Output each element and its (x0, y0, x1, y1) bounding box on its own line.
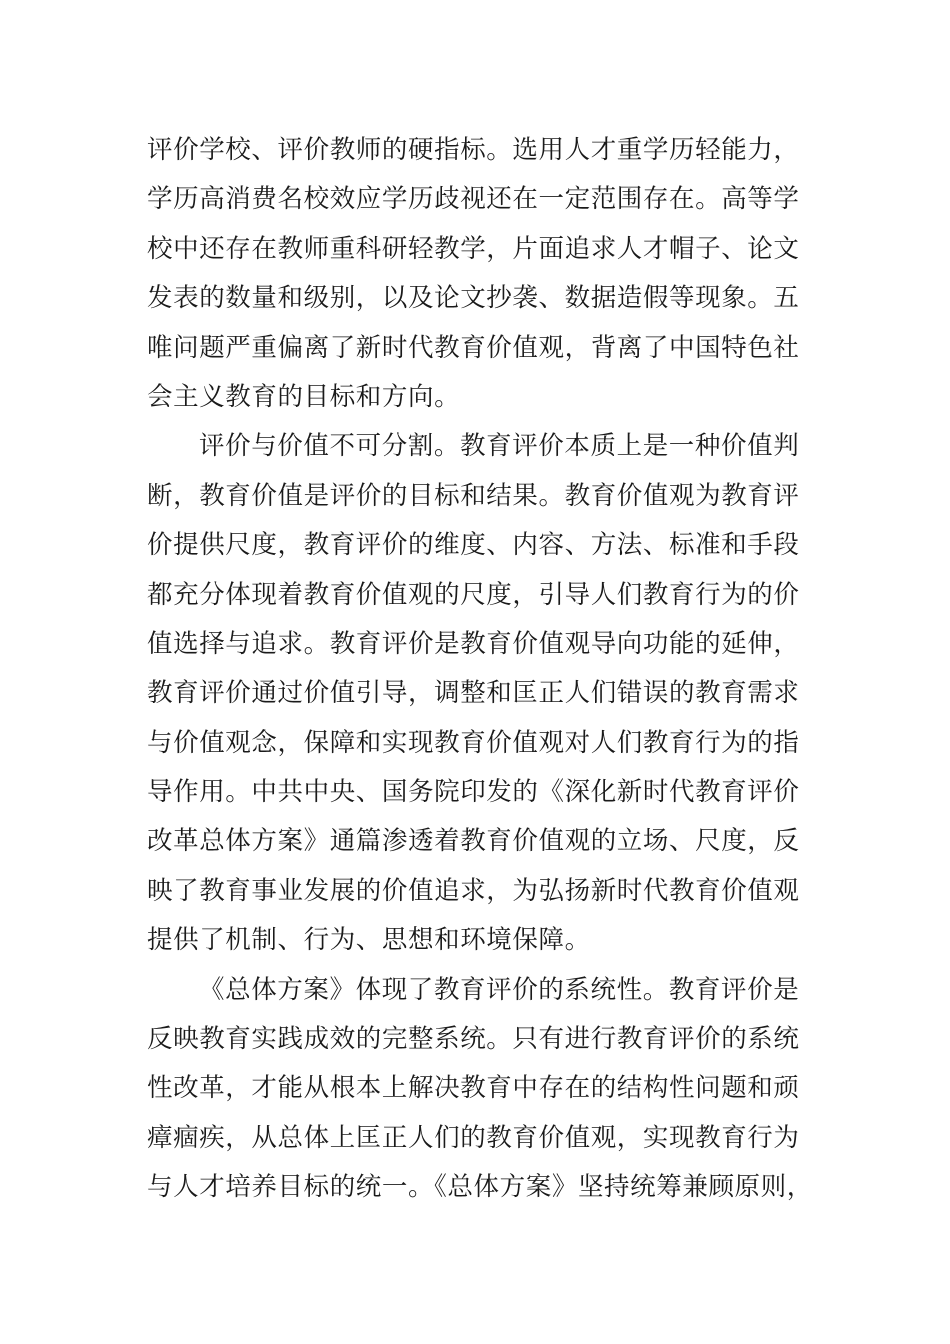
text-line: 都充分体现着教育价值观的尺度，引导人们教育行为的价 (147, 579, 800, 610)
text-line: 反映教育实践成效的完整系统。只有进行教育评价的系统 (147, 1024, 800, 1055)
text-line: 学历高消费名校效应学历歧视还在一定范围存在。高等学 (147, 184, 800, 215)
text-line: 映了教育事业发展的价值追求，为弘扬新时代教育价值观 (147, 875, 800, 906)
text-line: 提供了机制、行为、思想和环境保障。 (147, 925, 591, 956)
document-body (147, 126, 813, 1213)
text-line: 评价学校、评价教师的硬指标。选用人才重学历轻能力， (147, 135, 800, 165)
paragraph-first-line: 评价与价值不可分割。教育评价本质上是一种价值判 (199, 431, 800, 462)
text-line: 校中还存在教师重科研轻教学，片面追求人才帽子、论文 (147, 233, 800, 264)
text-line: 瘴痼疾，从总体上匡正人们的教育价值观，实现教育行为 (147, 1122, 800, 1153)
text-line: 断，教育价值是评价的目标和结果。教育价值观为教育评 (147, 480, 800, 511)
text-line: 改革总体方案》通篇渗透着教育价值观的立场、尺度，反 (147, 826, 800, 857)
text-line: 与人才培养目标的统一。《总体方案》坚持统筹兼顾原则， (147, 1172, 813, 1203)
text-line: 唯问题严重偏离了新时代教育价值观，背离了中国特色社 (147, 332, 800, 363)
paragraph-first-line: 《总体方案》体现了教育评价的系统性。教育评价是 (199, 974, 800, 1005)
text-line: 性改革，才能从根本上解决教育中存在的结构性问题和顽 (147, 1073, 800, 1104)
text-line: 与价值观念，保障和实现教育价值观对人们教育行为的指 (147, 727, 800, 758)
text-line: 发表的数量和级别，以及论文抄袭、数据造假等现象。五 (147, 283, 800, 314)
text-line: 值选择与追求。教育评价是教育价值观导向功能的延伸， (147, 628, 800, 659)
text-line: 价提供尺度，教育评价的维度、内容、方法、标准和手段 (147, 530, 800, 561)
text-line: 教育评价通过价值引导，调整和匡正人们错误的教育需求 (147, 678, 800, 709)
text-line: 会主义教育的目标和方向。 (147, 381, 461, 412)
text-line: 导作用。中共中央、国务院印发的《深化新时代教育评价 (147, 777, 800, 808)
